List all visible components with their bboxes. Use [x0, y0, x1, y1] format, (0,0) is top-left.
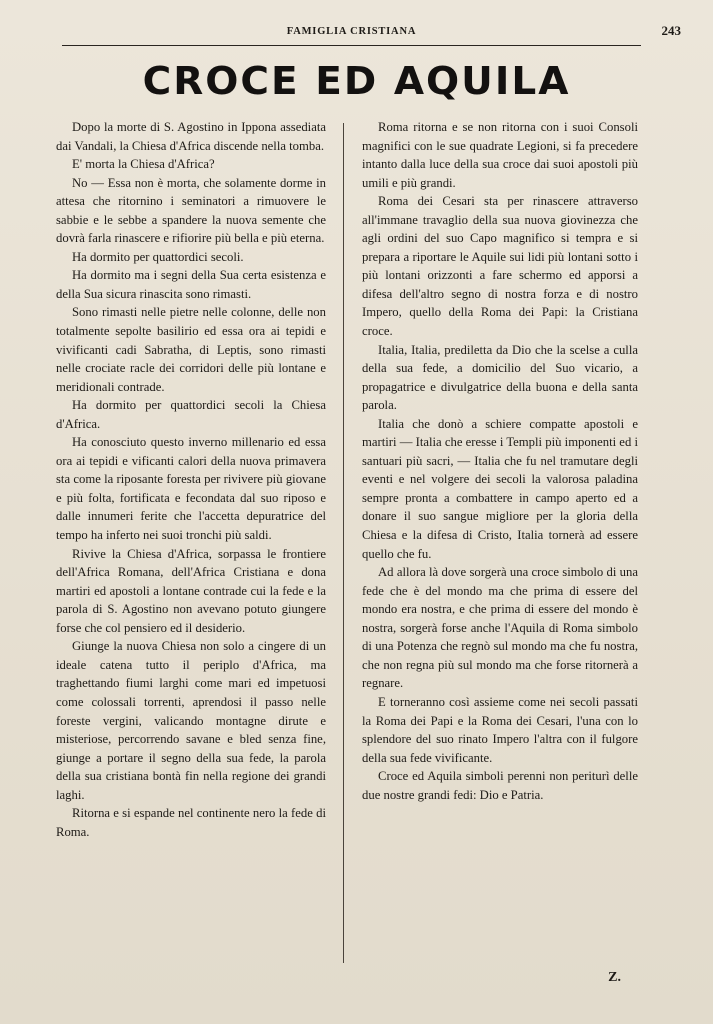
page-number: 243 — [661, 23, 681, 38]
page-header — [60, 23, 681, 44]
paragraph: Italia, Italia, prediletta da Dio che la scelse a culla della sua fede, a domicilio del Suo vicario, a propagatrice e divulgatrice della buona e della santa parola. — [362, 342, 638, 413]
paragraph: Rivive la Chiesa d'Africa, sorpassa le frontiere dell'Africa Romana, dell'Africa Cristiana e dona martiri ed apostoli a lontane contrade cui la fede e la parola di S. Agostino non avevano potuto giungere forse che col pensiero ed il desiderio. — [56, 546, 326, 635]
paragraph: Ritorna e si espande nel continente nero la fede di Roma. — [56, 806, 326, 839]
paragraph: Ha dormito per quattordici secoli. — [72, 249, 244, 264]
running-head: FAMIGLIA CRISTIANA — [286, 26, 417, 37]
paragraph: E' morta la Chiesa d'Africa? — [72, 157, 215, 172]
paragraph: Italia che donò a schiere compatte apostoli e martiri — Italia che eresse i Templi più imponenti ed i santuari più sacri, — Italia che fu nel tramutare degli eventi e nel volgere dei secoli la valorosa paladina sempre pronta a combattere in campo aperto ed a donare il suo sangue migliore per la gloria della Chiesa e la difesa di Cristo, Italia tornerà ad essere quello che fu. — [362, 416, 638, 561]
article-title: CROCE ED AQUILA — [142, 59, 571, 104]
column-divider — [343, 123, 344, 963]
paragraph: E torneranno così assieme come nei secoli passati la Roma dei Papi e la Roma dei Cesari, l'una con lo splendore del suo rinato Impero l'altra con il fulgore della sua fede vivificante. — [362, 694, 638, 765]
paragraph: Ad allora là dove sorgerà una croce simbolo di una fede che è del mondo ma che prima di essere del mondo era nostra, e che prima di essere del mondo è nostra, sorgerà forse anche l'Aquila di Roma simbolo di una Potenza che regnò sul mondo ma che fu nostra, che non regna più sul mondo ma che forse ritornerà a regnare. — [362, 565, 638, 691]
left-column — [56, 118, 326, 841]
right-column — [362, 118, 638, 804]
paragraph: Roma dei Cesari sta per rinascere attraverso all'immane travaglio della sua nuova giovinezza che agli ordini del suo Capo magnifico si tempra e si prepara a riportare le Aquile sui lidi più lontani sotto i più lontani orizzonti a fare schermo ed apporsi a difesa dell'altro segno di nostra forza e di nostro Impero, quello della Roma dei Papi: la Cristiana croce. — [362, 194, 638, 339]
paragraph: Giunge la nuova Chiesa non solo a cingere di un ideale catena tutto il periplo d'Africa, ma traghettando fiumi larghi come mari ed impetuosi come colossali torrenti, aprendosi il passo nelle foreste vergini, valicando montagne dirute e misteriose, percorrendo savane e bled senza fine, giunge a portare il segno della sua fede, la parola della sua cristiana bontà fin nella regione dei grandi laghi. — [56, 639, 326, 802]
paragraph: No — Essa non è morta, che solamente dorme in attesa che ritornino i seminatori a rimuovere le sabbie e le sebbe a spandere la nuova semente che dovrà farla rinascere e rifiorire più bella e più eterna. — [56, 175, 326, 246]
paragraph: Croce ed Aquila simboli perenni non periturì delle due nostre grandi fedi: Dio e Patria. — [362, 769, 638, 802]
paragraph: Dopo la morte di S. Agostino in Ippona assediata dai Vandali, la Chiesa d'Africa discende nella tomba. — [56, 120, 326, 153]
paragraph: Roma ritorna e se non ritorna con i suoi Consoli magnifici con le sue quadrate Legioni, si fa precedere intanto dalla luce della sua croce dai suoi apostoli più umili e più grandi. — [362, 120, 638, 190]
paragraph: Sono rimasti nelle pietre nelle colonne, delle non totalmente sepolte basilirio ed essa ora ai tepidi e vivificanti cadi Sabratha, di Leptis, sono rimasti nelle crociate racle dei corridori delle più lontane e meridionali contrade. — [56, 305, 326, 394]
paragraph: Ha conosciuto questo inverno millenario ed essa ora ai tepidi e vificanti calori della nuova primavera sta come la riposante foresta per rivivere più giovane e più folta, fortificata e fecondata dal suo riposo e dalle innumeri ferite che l'accetta depuratrice del tempo ha inferto nei suoi tronchi più saldi. — [56, 435, 326, 543]
header-rule — [62, 45, 641, 46]
author-signature: Z. — [608, 970, 621, 985]
paragraph: Ha dormito ma i segni della Sua certa esistenza e della Sua sicura rinascita sono rimasti. — [56, 268, 326, 301]
paragraph: Ha dormito per quattordici secoli la Chiesa d'Africa. — [56, 398, 326, 431]
